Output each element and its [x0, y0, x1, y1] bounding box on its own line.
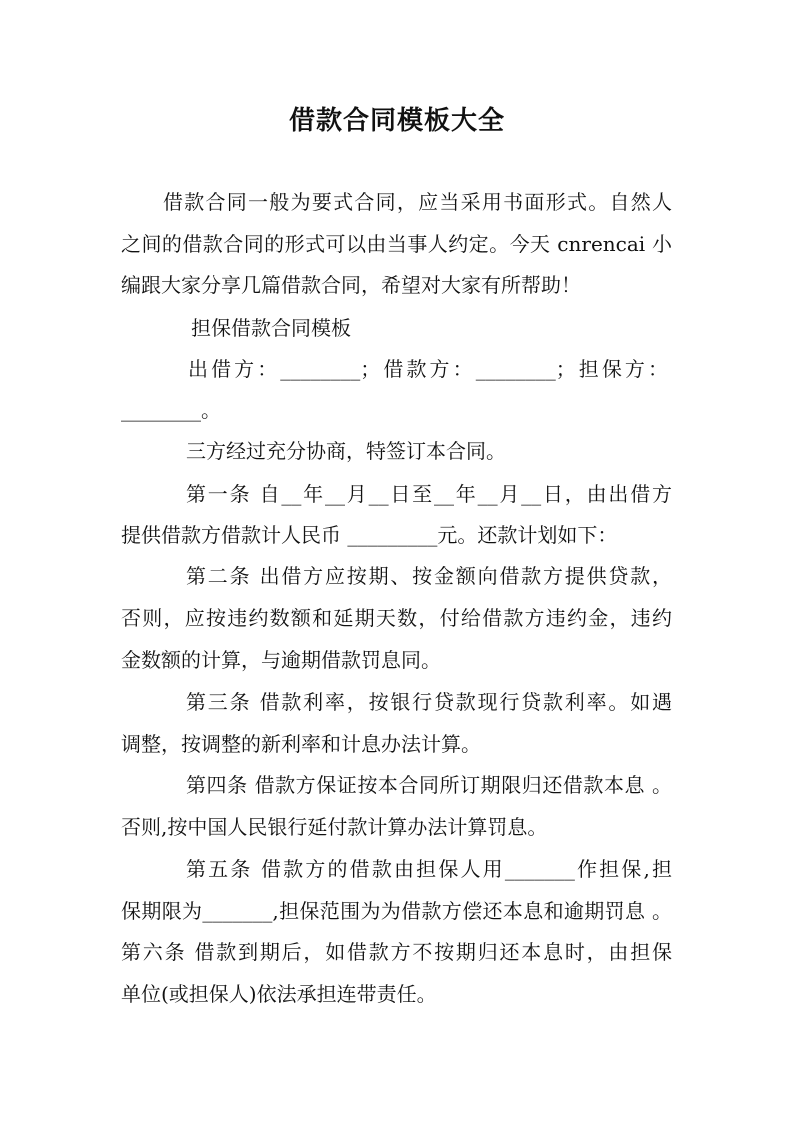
article-1-line-1: 第一条 自__年__月__日至__年__月__日，由出借方	[186, 482, 672, 506]
section-heading: 担保借款合同模板	[191, 316, 351, 340]
intro-line-2: 之间的借款合同的形式可以由当事人约定。今天 cnrencai 小	[121, 232, 672, 256]
document-title: 借款合同模板大全	[288, 106, 505, 136]
article-2-line-3: 金数额的计算，与逾期借款罚息同。	[121, 648, 441, 672]
article-2-line-2: 否则，应按违约数额和延期天数，付给借款方违约金，违约	[121, 606, 672, 630]
article-6-line-1: 第六条 借款到期后，如借款方不按期归还本息时，由担保	[121, 940, 672, 964]
parties-line-1: 出借方：________；借款方：________；担保方：	[188, 357, 668, 381]
article-1-line-2: 提供借款方借款计人民币 _________元。还款计划如下：	[121, 523, 618, 547]
article-4-line-2: 否则,按中国人民银行延付款计算办法计算罚息。	[121, 815, 548, 839]
article-5-line-2: 保期限为_______,担保范围为为借款方偿还本息和逾期罚息 。	[121, 899, 672, 923]
article-6-line-2: 单位(或担保人)依法承担连带责任。	[121, 982, 437, 1006]
intro-line-3: 编跟大家分享几篇借款合同，希望对大家有所帮助！	[121, 273, 581, 297]
article-3-line-2: 调整，按调整的新利率和计息办法计算。	[121, 732, 481, 756]
parties-line-2: ________。	[121, 398, 221, 422]
article-4-line-1: 第四条 借款方保证按本合同所订期限归还借款本息 。	[186, 773, 672, 797]
article-3-line-1: 第三条 借款利率，按银行贷款现行贷款利率。如遇	[186, 690, 672, 714]
article-2-line-1: 第二条 出借方应按期、按金额向借款方提供贷款，	[186, 564, 672, 588]
intro-line-1: 借款合同一般为要式合同，应当采用书面形式。自然人	[163, 190, 672, 214]
agreement-line: 三方经过充分协商，特签订本合同。	[186, 439, 506, 463]
article-5-line-1: 第五条 借款方的借款由担保人用_______作担保,担	[186, 857, 672, 881]
